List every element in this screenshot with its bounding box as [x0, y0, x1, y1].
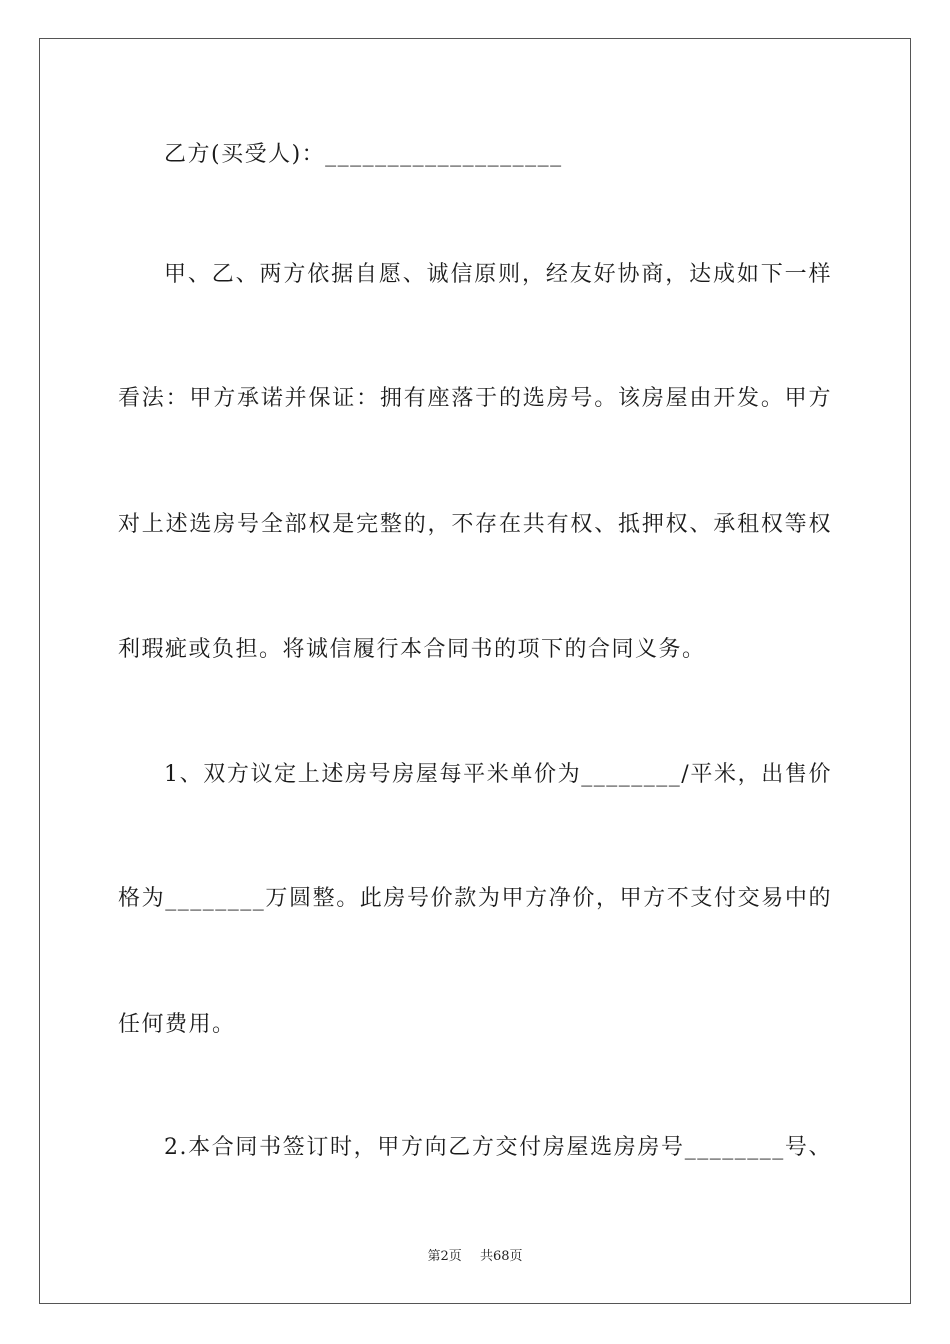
page-footer	[0, 1245, 950, 1264]
page-border	[39, 38, 911, 1304]
clause-1-line-3: 任何费用。	[118, 1012, 236, 1037]
paragraph-intro-line-2: 看法：甲方承诺并保证：拥有座落于的选房号。该房屋由开发。甲方	[118, 386, 832, 411]
paragraph-intro-line-3: 对上述选房号全部权是完整的，不存在共有权、抵押权、承租权等权	[118, 512, 832, 537]
paragraph-intro-line-1: 甲、乙、两方依据自愿、诚信原则，经友好协商，达成如下一样	[164, 262, 832, 287]
paragraph-intro-line-4: 利瑕疵或负担。将诚信履行本合同书的项下的合同义务。	[118, 637, 706, 662]
clause-1-line-2: 格为________万圆整。此房号价款为甲方净价，甲方不支付交易中的	[118, 886, 832, 911]
buyer-line: 乙方(买受人)：___________________	[164, 142, 563, 167]
page-total: 共68页	[479, 1249, 523, 1264]
clause-2-line-1: 2.本合同书签订时，甲方向乙方交付房屋选房房号________号、	[164, 1135, 832, 1160]
clause-1-line-1: 1、双方议定上述房号房屋每平米单价为________/平米，出售价	[164, 762, 832, 787]
page-number: 第2页	[427, 1249, 462, 1264]
